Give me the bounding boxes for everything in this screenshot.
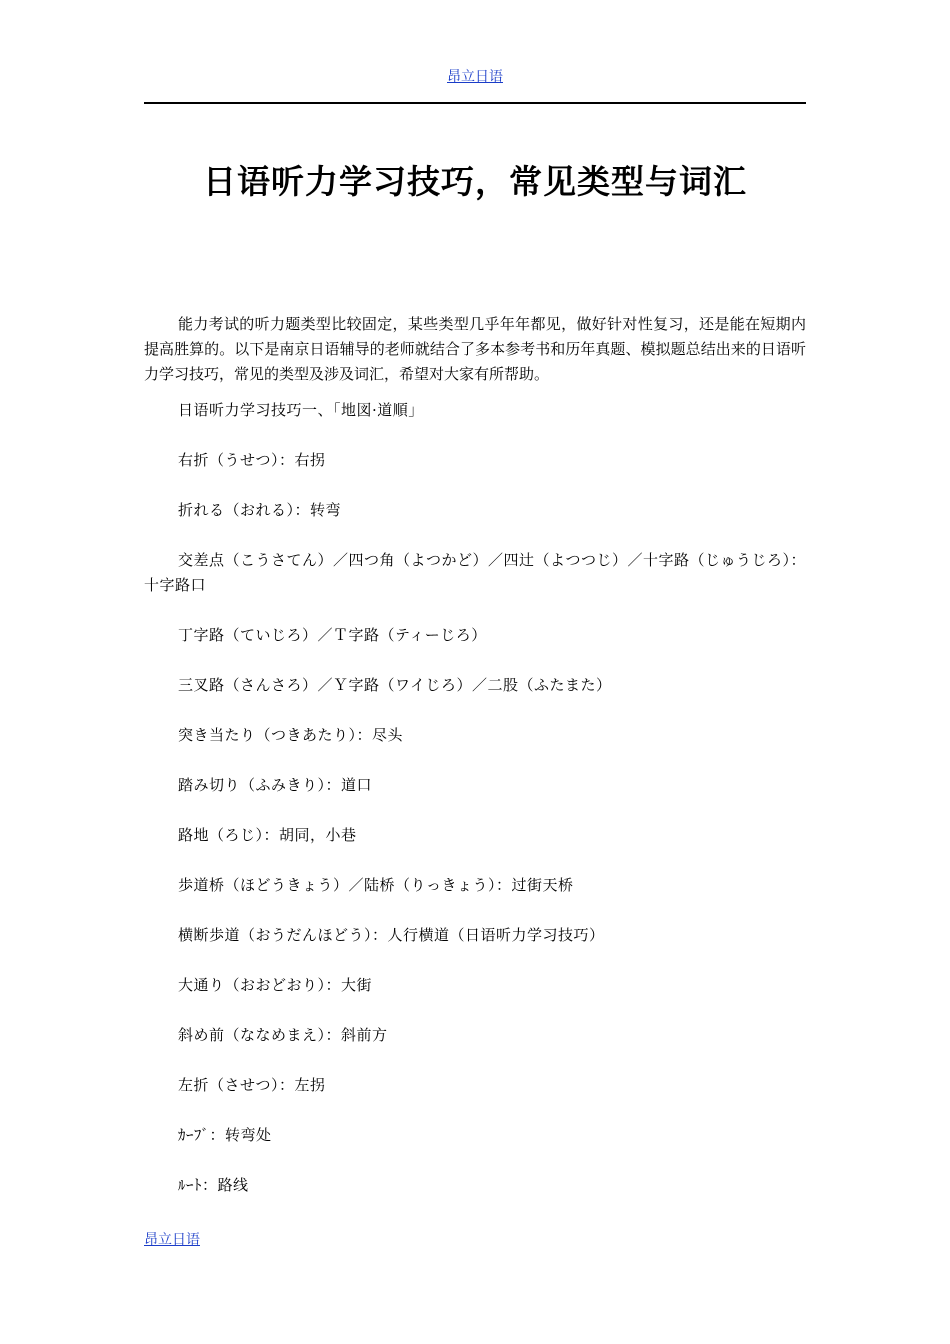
vocab-item: 右折（うせつ）：右拐 [178,451,326,469]
article-body [144,312,806,1223]
header-link[interactable]: 昂立日语 [447,69,503,85]
footer-link[interactable]: 昂立日语 [144,1232,200,1248]
vocab-item: 三叉路（さんさろ）／Ｙ字路（ワイじろ）／二股（ふたまた） [178,676,612,694]
vocab-item: 丁字路（ていじろ）／Ｔ字路（ティーじろ） [178,626,487,644]
vocab-item: 折れる（おれる）：转弯 [178,501,342,519]
vocab-item: 突き当たり（つきあたり）：尽头 [178,726,404,744]
vocab-item: 路地（ろじ）：胡同，小巷 [178,826,357,844]
vocab-item: 大通り（おおどおり）：大街 [178,976,373,994]
header-divider [144,102,806,104]
vocab-item: 踏み切り（ふみきり）：道口 [178,776,373,794]
intro-paragraph: 能力考试的听力题类型比较固定，某些类型几乎年年都见，做好针对性复习，还是能在短期内提高胜算的。以下是南京日语辅导的老师就结合了多本参考书和历年真题、模拟题总结出来的日语听力学习技巧，常见的类型及涉及词汇，希望对大家有所帮助。 [144,315,806,383]
page-title: 日语听力学习技巧，常见类型与词汇 [203,162,747,201]
vocab-item: 横断歩道（おうだんほどう）：人行横道（日语听力学习技巧） [178,926,605,944]
vocab-item: 交差点（こうさてん）／四つ角（よつかど）／四辻（よつつじ）／十字路（じゅうじろ）：十字路口 [144,551,807,594]
section-heading: 日语听力学习技巧一、「地図·道順」 [178,401,424,419]
vocab-item: ﾙｰﾄ：路线 [178,1176,249,1194]
vocab-item: ｶｰﾌﾞ：转弯处 [178,1126,272,1144]
vocab-item: 斜め前（ななめまえ）：斜前方 [178,1026,388,1044]
vocab-item: 歩道桥（ほどうきょう）／陆桥（りっきょう）：过街天桥 [178,876,574,894]
vocabulary-list [144,398,806,1198]
vocab-item: 左折（させつ）：左拐 [178,1076,326,1094]
